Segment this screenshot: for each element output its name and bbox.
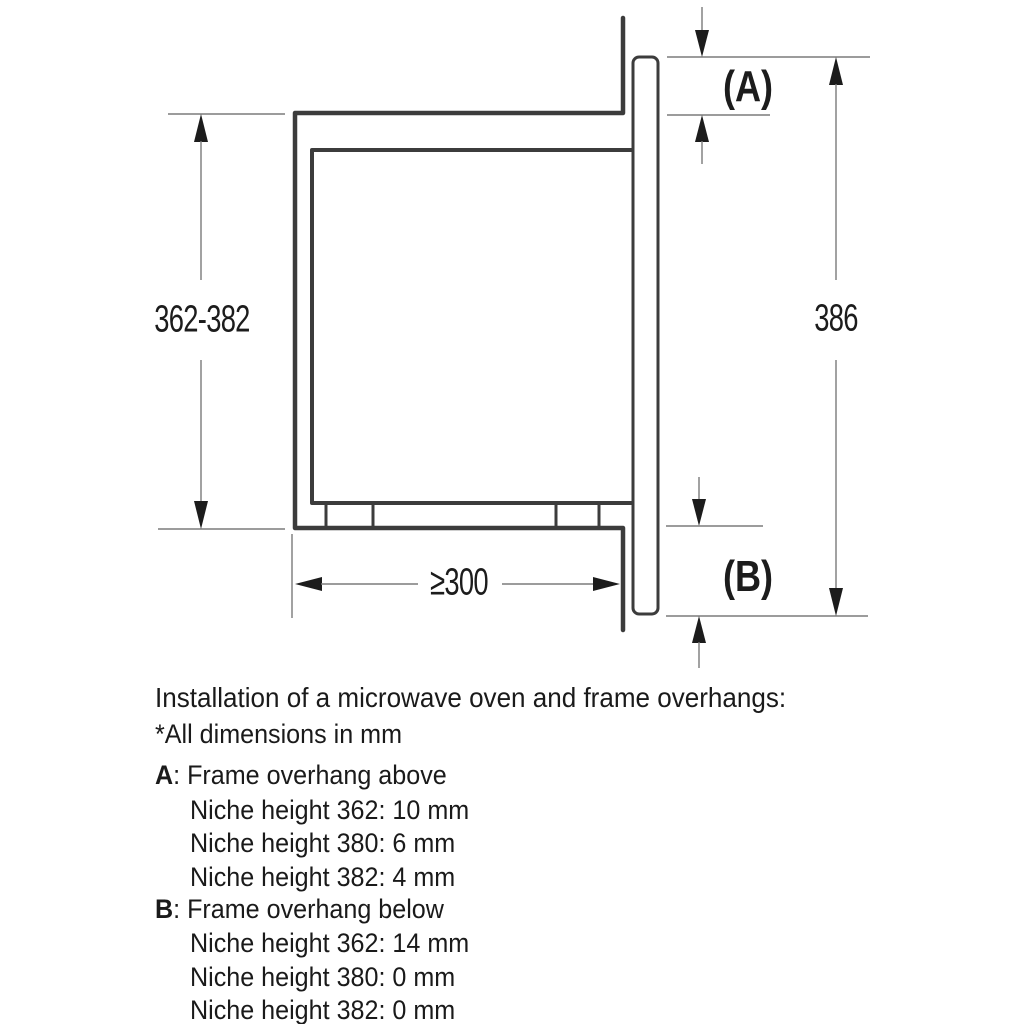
microwave-body-outline (312, 150, 634, 503)
section-a-item: Niche height 362: 10 mm (190, 795, 470, 825)
niche-height-label: 362-382 (154, 298, 250, 341)
section-a-key: A (155, 760, 174, 790)
section-b-label: : Frame overhang below (173, 894, 444, 924)
notes-title: Installation of a microwave oven and frame overhangs: (155, 682, 787, 713)
section-b-key: B (155, 894, 174, 924)
section-b-item: Niche height 380: 0 mm (190, 962, 456, 992)
cabinet-structure (295, 18, 658, 630)
overhang-below-label: (B) (722, 552, 774, 601)
section-a-item: Niche height 380: 6 mm (190, 828, 456, 858)
section-a-label: : Frame overhang above (173, 760, 447, 790)
niche-depth-label: ≥300 (430, 561, 488, 604)
section-a-header (155, 760, 447, 791)
section-a-item: Niche height 382: 4 mm (190, 862, 456, 892)
frame-panel (633, 57, 658, 614)
section-b-item: Niche height 382: 0 mm (190, 995, 456, 1024)
section-b-item: Niche height 362: 14 mm (190, 928, 470, 958)
overhang-above-label: (A) (722, 62, 774, 111)
niche-wall-outline (295, 18, 623, 630)
frame-height-label: 386 (814, 297, 858, 340)
section-b-header (155, 894, 444, 925)
notes-block (155, 682, 1024, 1024)
notes-subtitle: *All dimensions in mm (155, 719, 403, 749)
